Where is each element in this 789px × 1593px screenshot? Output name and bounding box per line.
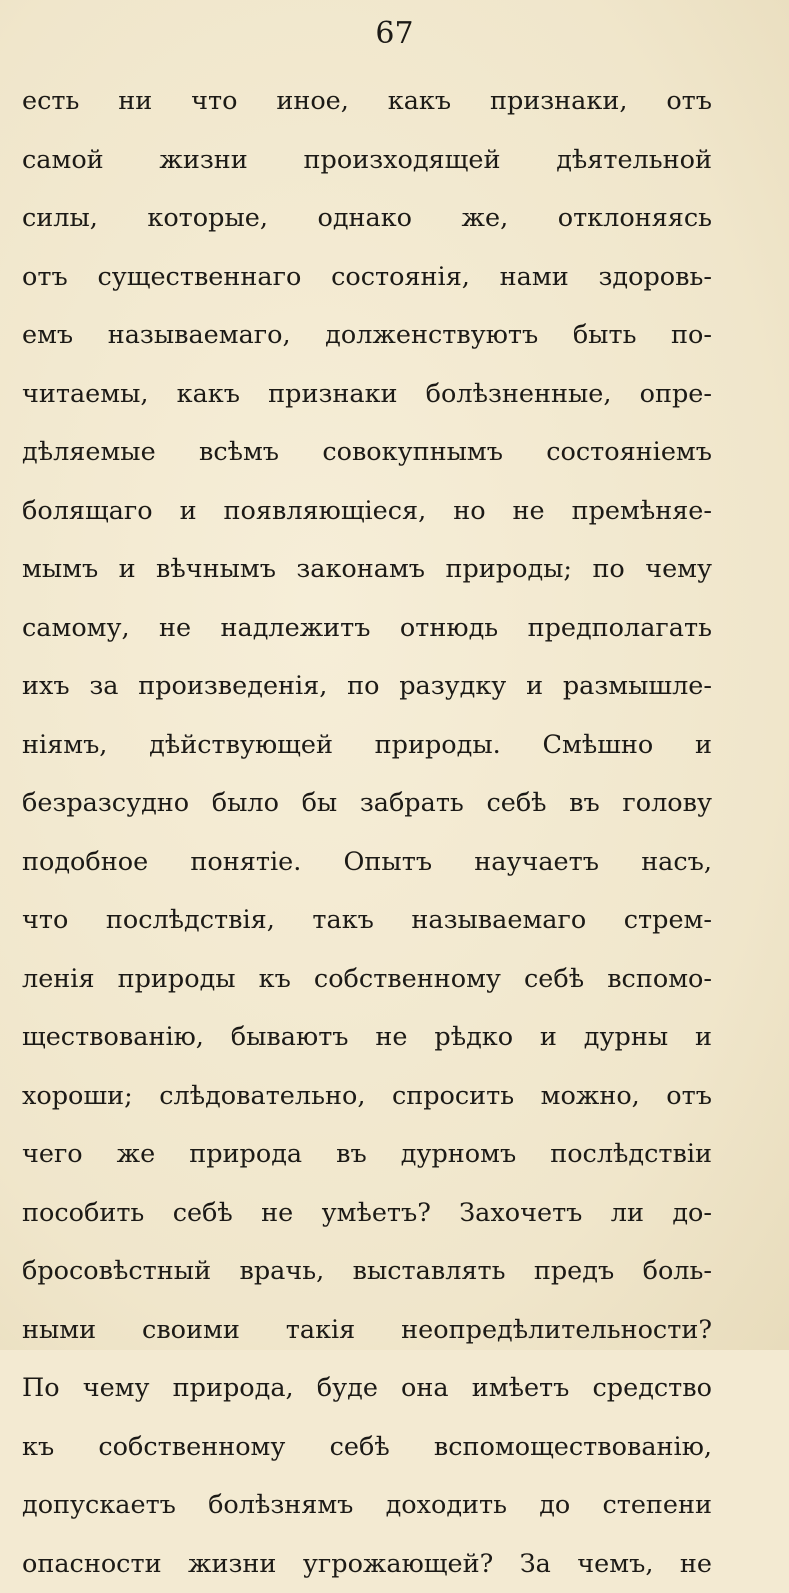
text-line: мымъ и вѣчнымъ законамъ природы; по чему xyxy=(22,540,712,599)
text-line: безразсудно было бы забрать себѣ въ голову xyxy=(22,774,712,833)
text-line: къ собственному себѣ вспомоществованію, xyxy=(22,1418,712,1477)
text-line: что послѣдствія, такъ называемаго стрем- xyxy=(22,891,712,950)
text-line: дѣляемые всѣмъ совокупнымъ состояніемъ xyxy=(22,423,712,482)
text-line: есть ни что иное, какъ признаки, отъ xyxy=(22,72,712,131)
text-line: опасности жизни угрожающей? За чемъ, не xyxy=(22,1535,712,1593)
text-line: подобное понятіе. Опытъ научаетъ насъ, xyxy=(22,833,712,892)
page-number: 67 xyxy=(0,14,789,54)
text-line: самой жизни произходящей дѣятельной xyxy=(22,131,712,190)
text-line: ніямъ, дѣйствующей природы. Смѣшно и xyxy=(22,716,712,775)
text-line: болящаго и появляющіеся, но не премѣняе- xyxy=(22,482,712,541)
text-line: ихъ за произведенія, по разудку и размышле- xyxy=(22,657,712,716)
text-line: силы, которые, однако же, отклоняясь xyxy=(22,189,712,248)
text-line: отъ существеннаго состоянія, нами здоровь- xyxy=(22,248,712,307)
text-line: самому, не надлежитъ отнюдь предполагать xyxy=(22,599,712,658)
text-line: ленія природы къ собственному себѣ вспомо- xyxy=(22,950,712,1009)
text-line: хороши; слѣдовательно, спросить можно, отъ xyxy=(22,1067,712,1126)
text-line: ными своими такія неопредѣлительности? xyxy=(22,1301,712,1360)
text-line: читаемы, какъ признаки болѣзненные, опре- xyxy=(22,365,712,424)
text-line: емъ называемаго, долженствуютъ быть по- xyxy=(22,306,712,365)
text-line: ществованію, бываютъ не рѣдко и дурны и xyxy=(22,1008,712,1067)
text-line: пособить себѣ не умѣетъ? Захочетъ ли до- xyxy=(22,1184,712,1243)
text-line: допускаетъ болѣзнямъ доходить до степени xyxy=(22,1476,712,1535)
body-text xyxy=(22,72,712,1593)
text-line: По чему природа, буде она имѣетъ средство xyxy=(22,1359,712,1418)
text-line: чего же природа въ дурномъ послѣдствіи xyxy=(22,1125,712,1184)
text-line: бросовѣстный врачь, выставлять предъ боль- xyxy=(22,1242,712,1301)
